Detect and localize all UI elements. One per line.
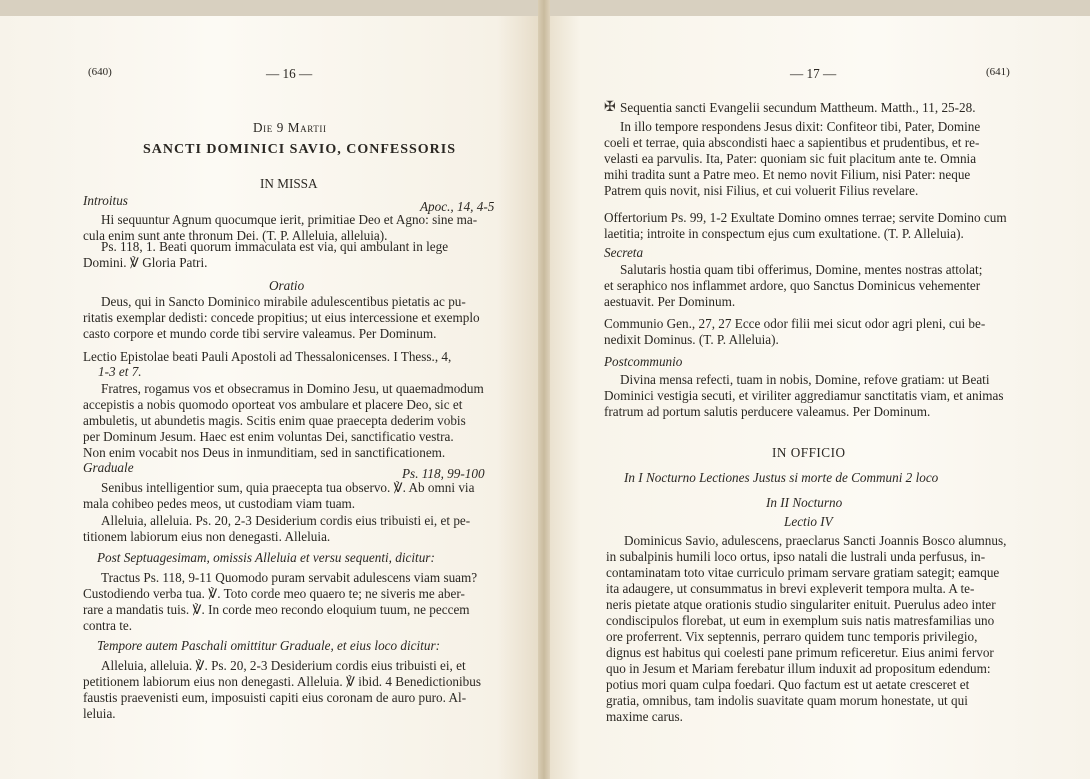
postcommunio-line-1: Divina mensa refecti, tuam in nobis, Domine, refove gratiam: ut Beati: [620, 372, 990, 387]
paschal-line-3: faustis praevenisti eum, imposuisti capiti eius coronam de auro puro. Al-: [83, 690, 467, 705]
oratio-label: Oratio: [269, 278, 305, 293]
lectio-iv-line-12: maxime carus.: [606, 709, 683, 724]
introitus-line-1: Hi sequuntur Agnum quocumque ierit, primitiae Deo et Agno: sine ma-: [101, 212, 478, 227]
book-gutter: [538, 0, 550, 779]
oratio-line-3: casto corpore et mundo corde tibi servire valeamus. Per Dominum.: [83, 326, 437, 341]
lectio-iv-heading: Lectio IV: [784, 514, 833, 529]
feast-title: SANCTI DOMINICI SAVIO, CONFESSORIS: [143, 142, 457, 157]
lectio-iv-line-3: contaminatam toto vitae curriculo primam servare gratiam sategit; eamque: [606, 565, 1000, 580]
introitus-ref: Apoc., 14, 4-5: [420, 199, 495, 214]
lectio-iv-line-2: in subalpinis humili loco ortus, ipso natali die lustrali unda perfusus, in-: [606, 549, 986, 564]
lectio-iv-line-11: gratia, omnibus, tam indolis suavitate quam morum honestate, ut qui: [606, 693, 968, 708]
section-in-officio: IN OFFICIO: [772, 445, 846, 460]
secreta-label: Secreta: [604, 245, 644, 260]
fratres-line-3: ambuletis, ut abundetis magis. Scitis enim quae praecepta dederim vobis: [83, 413, 466, 428]
tempore-paschali-rubric: Tempore autem Paschali omittitur Graduale, et eius loco dicitur:: [97, 638, 440, 653]
fratres-line-4: per Dominum Jesum. Haec est enim voluntas Dei, sanctificatio vestra.: [83, 429, 454, 444]
tractus-line-3: rare a mandatis tuis. ℣. In corde meo recondo eloquium tuum, ne peccem: [83, 602, 470, 617]
oratio-line-2: ritatis exemplar dedisti: concede propitius; ut eius intercessione et exemplo: [83, 310, 480, 325]
postcommunio-label: Postcommunio: [604, 354, 683, 369]
gospel-line-5: Patrem quis novit, nisi Filius, et cui voluerit Filius revelare.: [604, 183, 919, 198]
paschal-line-4: leluia.: [83, 706, 116, 721]
secreta-line-3: aestuavit. Per Dominum.: [604, 294, 736, 309]
paschal-line-1: Alleluia, alleluia. ℣. Ps. 20, 2-3 Desiderium cordis eius tribuisti ei, et: [101, 658, 466, 673]
left-page-number: — 16 —: [266, 66, 313, 81]
cross-icon: ✠: [604, 100, 616, 115]
left-page-bracket-number: (640): [88, 66, 112, 78]
gospel-line-3: velasti ea parvulis. Ita, Pater: quoniam sic fuit placitum ante te. Omnia: [604, 151, 977, 166]
postcommunio-line-2: Dominici vestigia secuti, et viriliter aggrediamur sanctitatis viam, et animas: [604, 388, 1004, 403]
secreta-line-2: et seraphico nos inflammet ardore, quo Sanctus Dominicus vehementer: [604, 278, 981, 293]
section-in-missa: IN MISSA: [260, 176, 318, 191]
lectio-iv-line-6: condiscipulos florebat, ut eum in exemplum suis natis matresfamilias uno: [606, 613, 995, 628]
gospel-line-2: coeli et terrae, quia abscondisti haec a sapientibus et prudentibus, et re-: [604, 135, 980, 150]
graduale-line-1: Senibus intelligentior sum, quia praecepta tua observo. ℣. Ab omni via: [101, 480, 475, 495]
postcommunio-line-3: fratrum ad portum salutis perducere valeamus. Per Dominum.: [604, 404, 931, 419]
graduale-ref: Ps. 118, 99-100: [402, 466, 485, 481]
graduale-line-2: mala cohibeo pedes meos, ut custodiam viam tuam.: [83, 496, 356, 511]
psalm-line-2: Domini. ℣ Gloria Patri.: [83, 255, 208, 270]
introitus-label: Introitus: [83, 193, 128, 208]
right-page-bracket-number: (641): [986, 66, 1010, 78]
offertorium-line-1: Offertorium Ps. 99, 1-2 Exultate Domino omnes terrae; servite Domino cum: [604, 210, 1007, 225]
psalm-line-1: Ps. 118, 1. Beati quorum immaculata est via, qui ambulant in lege: [101, 239, 449, 254]
lectio-iv-line-5: neris pietate atque orationis studio singulariter enituit. Puerulus adeo inter: [606, 597, 996, 612]
lectio-heading-line-2: 1-3 et 7.: [98, 364, 142, 379]
alleluia-line-1: Alleluia, alleluia. Ps. 20, 2-3 Desiderium cordis eius tribuisti ei, et pe-: [101, 513, 471, 528]
lectio-iv-line-8: dignus est habitus qui coelesti pane primum reficeretur. Eius animi fervor: [606, 645, 994, 660]
lectio-iv-line-9: quo in Jesum et Mariam ferebatur illum induxit ad propositum edendum:: [606, 661, 991, 676]
secreta-line-1: Salutaris hostia quam tibi offerimus, Domine, mentes nostras attolat;: [620, 262, 983, 277]
communio-line-2: nedixit Dominus. (T. P. Alleluia).: [604, 332, 779, 347]
feast-date: Die 9 Martii: [253, 120, 327, 135]
gospel-line-4: mihi tradita sunt a Patre meo. Et nemo novit Filium, nisi Pater: neque: [604, 167, 971, 182]
paschal-line-2: petitionem labiorum eius non denegasti. Alleluia. ℣ ibid. 4 Benedictionibus: [83, 674, 481, 689]
post-septuagesimam-rubric: Post Septuagesimam, omissis Alleluia et versu sequenti, dicitur:: [97, 550, 435, 565]
lectio-iv-line-7: ore proferrent. Vix septennis, perraro quidem tunc temporis privilegio,: [606, 629, 978, 644]
offertorium-line-2: laetitia; introite in conspectum ejus cum exultatione. (T. P. Alleluia).: [604, 226, 964, 241]
lectio-heading-line-1: Lectio Epistolae beati Pauli Apostoli ad Thessalonicenses. I Thess., 4,: [83, 349, 452, 364]
fratres-line-5: Non enim vocabit nos Deus in inmunditiam, sed in sanctificationem.: [83, 445, 446, 460]
lectio-iv-line-4: ita adaugere, ut consummatus in brevi expleverit tempora multa. A te-: [606, 581, 975, 596]
right-page-number: — 17 —: [790, 66, 837, 81]
communio-line-1: Communio Gen., 27, 27 Ecce odor filii mei sicut odor agri pleni, cui be-: [604, 316, 986, 331]
gospel-line-1: In illo tempore respondens Jesus dixit: Confiteor tibi, Pater, Domine: [620, 119, 981, 134]
introitus-line-2: cula enim sunt ante thronum Dei. (T. P. Alleluia, alleluia).: [83, 228, 388, 243]
alleluia-line-2: titionem labiorum eius non denegasti. Alleluia.: [83, 529, 331, 544]
tractus-line-1: Tractus Ps. 118, 9-11 Quomodo puram servabit adulescens viam suam?: [101, 570, 478, 585]
lectio-iv-line-1: Dominicus Savio, adulescens, praeclarus Sancti Joannis Bosco alumnus,: [624, 533, 1007, 548]
tractus-line-4: contra te.: [83, 618, 133, 633]
sequentia-heading: Sequentia sancti Evangelii secundum Mattheum. Matth., 11, 25-28.: [620, 100, 976, 115]
nocturn-1-rubric: In I Nocturno Lectiones Justus si morte de Communi 2 loco: [624, 470, 939, 485]
nocturn-2-heading: In II Nocturno: [766, 495, 843, 510]
oratio-line-1: Deus, qui in Sancto Dominico mirabile adulescentibus pietatis ac pu-: [101, 294, 466, 309]
fratres-line-2: accepistis a nobis quomodo oporteat vos ambulare et placere Deo, sic et: [83, 397, 463, 412]
graduale-label: Graduale: [83, 460, 134, 475]
tractus-line-2: Custodiendo verba tua. ℣. Toto corde meo quaero te; ne siveris me aber-: [83, 586, 465, 601]
lectio-iv-line-10: potius mori quam culpa foedari. Quo factum est ut aetate cresceret et: [606, 677, 970, 692]
fratres-line-1: Fratres, rogamus vos et obsecramus in Domino Jesu, ut quaemadmodum: [101, 381, 484, 396]
